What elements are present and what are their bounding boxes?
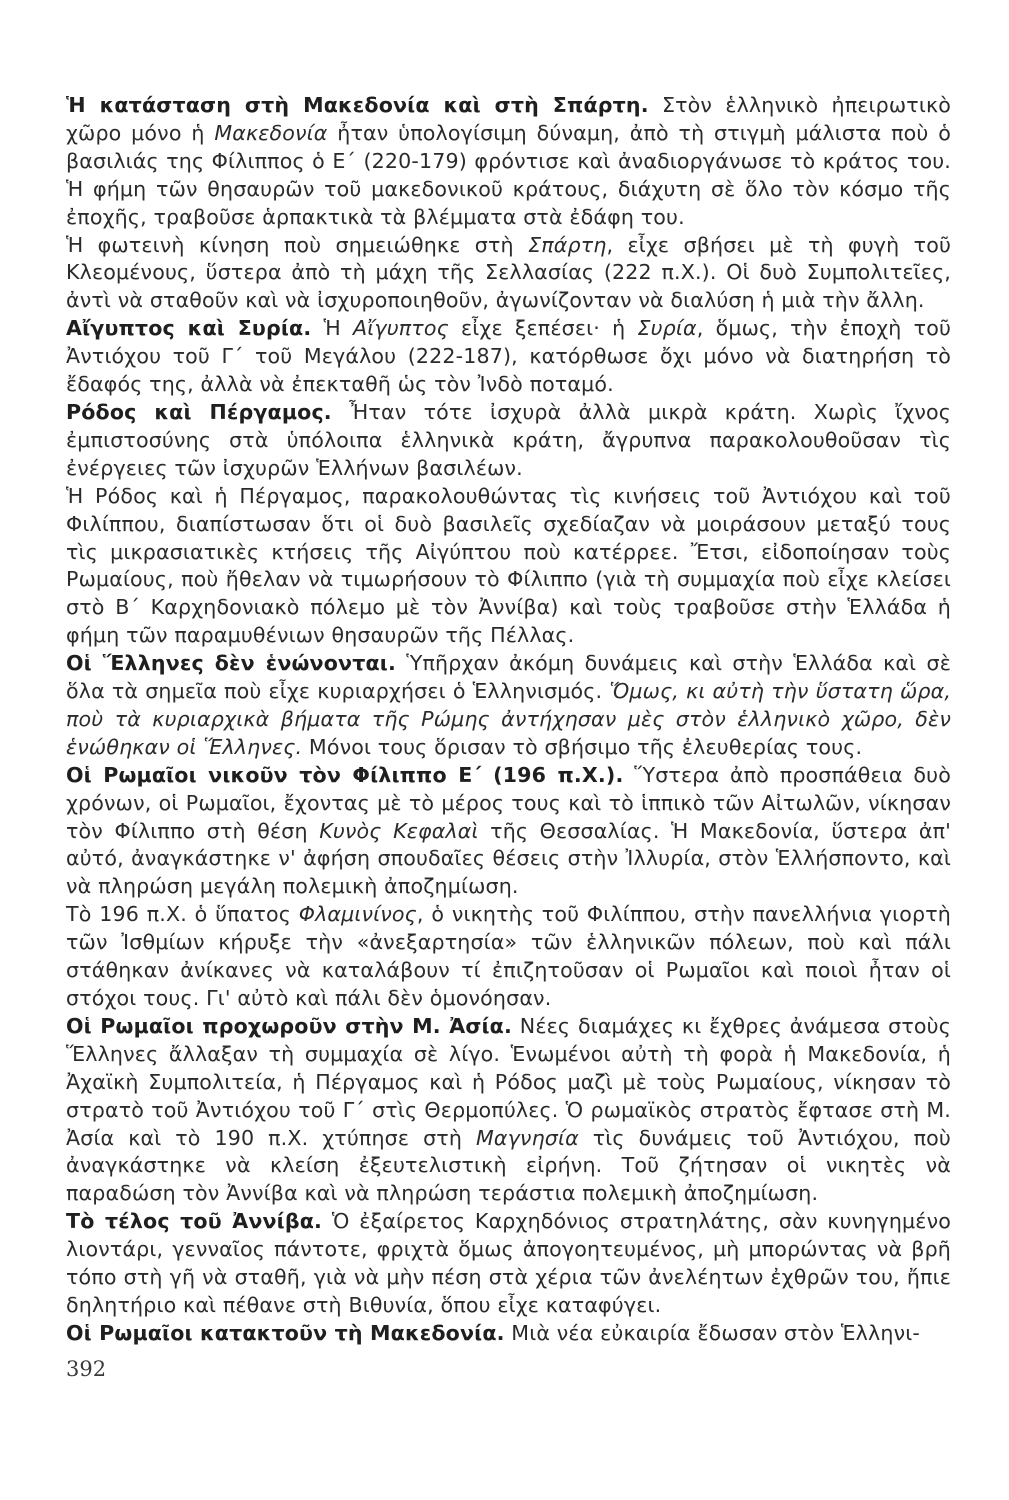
body-text: τὶς δυνάμεις τοῦ Ἀντιόχου, ποὺ ἀναγκάστηκε νὰ κλείση ἐξευτελιστικὴ εἰρήνη. Τοῦ ζήτησαν οἱ νικητὲς νὰ παραδώση τὸν Ἀννίβα καὶ νὰ πληρώση τεράστια πολεμικὴ ἀποζημίωση.: [66, 1125, 951, 1206]
body-text: Ἦταν τότε ἰσχυρὰ ἀλλὰ μικρὰ κράτη. Χωρὶς ἴχνος ἐμπιστοσύνης στὰ ὑπόλοιπα ἑλληνικὰ κράτη, ἄγρυπνα παρακολουθοῦσαν τὶς ἐνέργειες τῶν ἰσχυρῶν Ἑλλήνων βασιλέων.: [66, 399, 952, 480]
body-text: εἶχε ξεπέσει· ἡ: [448, 316, 638, 341]
section-heading: Ρόδος καὶ Πέργαμος.: [66, 399, 332, 424]
italic-text: Αἴγυπτος: [353, 316, 449, 341]
body-text: Ἡ: [311, 316, 353, 341]
body-text: , ὅμως, τὴν ἐποχὴ τοῦ Ἀντιόχου τοῦ Γ΄ τοῦ Μεγάλου (222-187), κατόρθωσε ὄχι μόνο νὰ διατηρήση τὸ ἔδαφός της, ἀλλὰ νὰ ἐπεκταθῆ ὡς τὸν Ἰνδὸ ποταμό.: [66, 316, 952, 397]
section-heading: Οἱ Ρωμαῖοι κατακτοῦν τὴ Μακεδονία.: [66, 1320, 505, 1345]
italic-text: Μακεδονία: [214, 120, 328, 145]
italic-text: Κυνὸς Κεφαλαὶ: [319, 818, 479, 843]
section-heading: Οἱ Ἕλληνες δὲν ἑνώνονται.: [66, 651, 396, 676]
paragraph: [66, 399, 951, 483]
body-text: Ὕστερα ἀπὸ προσπάθεια δυὸ χρόνων, οἱ Ρωμαῖοι, ἔχοντας μὲ τὸ μέρος τους καὶ τὸ ἱππικὸ τῶν Αἰτωλῶν, νίκησαν τὸν Φίλιππο στὴ θέση: [66, 762, 951, 843]
italic-text: Συρία: [637, 316, 697, 341]
paragraph: [66, 232, 951, 316]
italic-text: Ὅμως, κι αὐτὴ τὴν ὕστατη ὥρα, ποὺ τὰ κυριαρχικὰ βήματα τῆς Ρώμης ἀντήχησαν μὲς στὸν ἑλληνικὸ χῶρο, δὲν ἑνώθηκαν οἱ Ἕλληνες.: [66, 679, 952, 759]
section-heading: Ἡ κατάσταση στὴ Μακεδονία καὶ στὴ Σπάρτη.: [66, 93, 649, 117]
body-text: Τὸ 196 π.Χ. ὁ ὕπατος: [66, 902, 299, 927]
paragraph: [66, 1013, 951, 1208]
section-heading: Αἴγυπτος καὶ Συρία.: [66, 316, 312, 341]
body-text: Ὑπῆρχαν ἀκόμη δυνάμεις καὶ στὴν Ἑλλάδα καὶ σὲ ὅλα τὰ σημεῖα ποὺ εἶχε κυριαρχήσει ὁ Ἑλληνισμός.: [66, 651, 951, 704]
paragraph: [66, 762, 951, 902]
body-text: Νέες διαμάχες κι ἔχθρες ἀνάμεσα στοὺς Ἕλληνες ἄλλαξαν τὴ συμμαχία σὲ λίγο. Ἑνωμένοι αὐτὴ τὴ φορὰ ἡ Μακεδονία, ἡ Ἀχαϊκὴ Συμπολιτεία, ἡ Πέργαμος καὶ ἡ Ρόδος μαζὶ μὲ τοὺς Ρωμαίους, νίκησαν τὸ στρατὸ τοῦ Ἀντιόχου τοῦ Γ΄ στὶς Θερμοπύλες. Ὁ ρωμαϊκὸς στρατὸς ἔφτασε στὴ Μ. Ἀσία καὶ τὸ 190 π.Χ. χτύπησε στὴ: [66, 1013, 951, 1150]
paragraph: [66, 1320, 951, 1348]
paragraph: [66, 901, 951, 1013]
body-text: ἦταν ὑπολογίσιμη δύναμη, ἀπὸ τὴ στιγμὴ μάλιστα ποὺ ὁ βασιλιάς της Φίλιππος ὁ Ε΄ (220-179) φρόντισε καὶ ἀναδιοργάνωσε τὸ κράτος του. Ἡ φήμη τῶν θησαυρῶν τοῦ μακεδονικοῦ κράτους, διάχυτη σὲ ὅλο τὸν κόσμο τῆς ἐποχῆς, τραβοῦσε ἁρπακτικὰ τὰ βλέμματα στὰ ἐδάφη του.: [66, 120, 951, 229]
body-text: Ὁ ἐξαίρετος Καρχηδόνιος στρατηλάτης, σὰν κυνηγημένο λιοντάρι, γενναῖος πάντοτε, φριχτὰ ὅμως ἀπογοητευμένος, μὴ μπορώντας νὰ βρῆ τόπο στὴ γῆ νὰ σταθῆ, γιὰ νὰ μὴν πέση στὰ χέρια τῶν ἀνελέητων ἐχθρῶν του, ἤπιε δηλητήριο καὶ πέθανε στὴ Βιθυνία, ὅπου εἶχε καταφύγει.: [66, 1209, 951, 1317]
paragraph: [66, 1208, 951, 1320]
italic-text: Μαγνησία: [475, 1125, 579, 1150]
paragraph: [66, 483, 951, 650]
page-number: 392: [66, 1357, 107, 1381]
body-text: Ἡ φωτεινὴ κίνηση ποὺ σημειώθηκε στὴ: [66, 232, 529, 257]
section-heading: Οἱ Ρωμαῖοι νικοῦν τὸν Φίλιππο Ε΄ (196 π.Χ.).: [66, 762, 624, 787]
section-heading: Οἱ Ρωμαῖοι προχωροῦν στὴν Μ. Ἀσία.: [66, 1013, 512, 1038]
body-text: τῆς Θεσσαλίας. Ἡ Μακεδονία, ὕστερα ἀπ' αὐτό, ἀναγκάστηκε ν' ἀφήση σπουδαῖες θέσεις στὴν Ἰλλυρία, στὸν Ἑλλήσποντο, καὶ νὰ πληρώση μεγάλη πολεμικὴ ἀποζημίωση.: [66, 818, 951, 899]
body-text: , εἶχε σβήσει μὲ τὴ φυγὴ τοῦ Κλεομένους, ὕστερα ἀπὸ τὴ μάχη τῆς Σελλασίας (222 π.Χ.). Οἱ δυὸ Συμπολιτεῖες, ἀντὶ νὰ σταθοῦν καὶ νὰ ἰσχυροποιηθοῦν, ἀγωνίζονταν νὰ διαλύση ἡ μιὰ τὴν ἄλλη.: [66, 232, 952, 313]
italic-text: Σπάρτη: [528, 232, 607, 257]
body-text: Στὸν ἑλληνικὸ ἠπειρωτικὸ χῶρο μόνο ἡ: [66, 93, 951, 145]
body-text: Ἡ Ρόδος καὶ ἡ Πέργαμος, παρακολουθώντας τὶς κινήσεις τοῦ Ἀντιόχου καὶ τοῦ Φιλίππου, διαπίστωσαν ὅτι οἱ δυὸ βασιλεῖς σχεδίαζαν νὰ μοιράσουν μεταξύ τους τὶς μικρασιατικὲς κτήσεις τῆς Αἰγύπτου ποὺ κατέρρεε. Ἔτσι, εἰδοποίησαν τοὺς Ρωμαίους, ποὺ ἤθελαν νὰ τιμωρήσουν τὸ Φίλιππο (γιὰ τὴ συμμαχία ποὺ εἶχε κλείσει στὸ Β΄ Καρχηδονιακὸ πόλεμο μὲ τὸν Ἀννίβα) καὶ τοὺς τραβοῦσε στὴν Ἑλλάδα ἡ φήμη τῶν παραμυθένιων θησαυρῶν τῆς Πέλλας.: [66, 483, 951, 648]
body-text: , ὁ νικητὴς τοῦ Φιλίππου, στὴν πανελλήνια γιορτὴ τῶν Ἰσθμίων κήρυξε τὴν «ἀνεξαρτησία» τῶν ἑλληνικῶν πόλεων, ποὺ καὶ πάλι στάθηκαν ἀνίκανες νὰ καταλάβουν τί ἐπιζητοῦσαν οἱ Ρωμαῖοι καὶ ποιοὶ ἦταν οἱ στόχοι τους. Γι' αὐτὸ καὶ πάλι δὲν ὁμονόησαν.: [66, 902, 951, 1010]
paragraph: [66, 92, 951, 232]
page-body: [66, 92, 951, 1348]
section-heading: Τὸ τέλος τοῦ Ἀννίβα.: [66, 1209, 323, 1234]
body-text: Μόνοι τους ὅρισαν τὸ σβήσιμο τῆς ἐλευθερίας τους.: [302, 734, 863, 759]
body-text: Μιὰ νέα εὐκαιρία ἔδωσαν στὸν Ἑλληνι-: [504, 1320, 920, 1345]
italic-text: Φλαμινίνος: [298, 902, 417, 927]
paragraph: [66, 315, 951, 399]
paragraph: [66, 650, 951, 762]
